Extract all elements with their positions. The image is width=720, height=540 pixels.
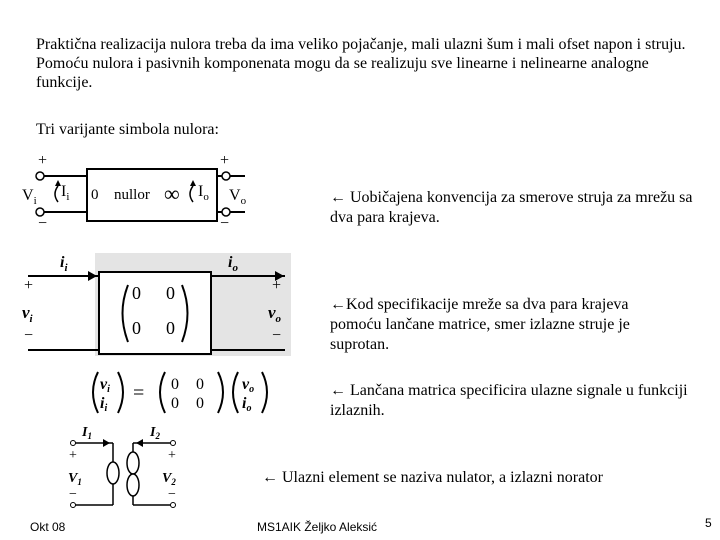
ii-label: $i_i$: [60, 254, 68, 274]
arrow-head-icon: [103, 439, 110, 447]
chain-matrix-network-figure: [22, 253, 291, 356]
norator-icon: [127, 452, 139, 474]
minus-sign: −: [168, 487, 176, 502]
matrix-entry: 0: [196, 376, 204, 393]
matrix-entry: 0: [132, 318, 141, 338]
plus-sign: +: [69, 448, 77, 463]
paren: [218, 372, 223, 413]
i2-label: $I_2$: [150, 425, 160, 441]
vi-label: $v_i$: [22, 303, 33, 325]
i1-label: $I_1$: [82, 425, 92, 441]
nullator-zero: 0: [91, 187, 99, 203]
paren: [262, 372, 267, 413]
plus-sign: +: [24, 277, 34, 294]
io-label: $I_o$: [198, 183, 209, 203]
matrix-entry: 0: [166, 283, 175, 303]
vo-entry: vo: [242, 376, 255, 395]
nullator-icon: [107, 462, 119, 484]
matrix-entry: 0: [171, 376, 179, 393]
vi-label: $V_i$: [22, 187, 37, 207]
terminal: [171, 441, 176, 446]
minus-sign: −: [69, 487, 77, 502]
vi-entry: vi: [100, 376, 110, 395]
plus-sign: +: [220, 152, 230, 169]
nullor-label: nullor: [114, 187, 150, 203]
note-chain-matrix-signals: ← Lančana matrica specificira ulazne signale u funkciji izlaznih.: [330, 382, 688, 419]
terminal: [36, 172, 44, 180]
paren: [233, 372, 238, 413]
matrix-entry: 0: [196, 395, 204, 412]
plus-sign: +: [272, 277, 282, 294]
matrix-entry: 0: [132, 283, 141, 303]
arrow-head-icon: [136, 439, 143, 447]
network-box: [99, 272, 211, 354]
v1-label: $V_1$: [68, 471, 82, 487]
footer-date: Okt 08: [30, 520, 66, 534]
note-chain-matrix-spec: ←Kod specifikacije mreže sa dva para krajeva pomoću lančane matrice, smer izlazne struje je suprotan.: [330, 296, 630, 353]
variants-heading: Tri varijante simbola nulora:: [36, 121, 219, 138]
chain-matrix-equation: [93, 372, 267, 414]
note-current-convention: ← Uobičajena konvencija za smerove struja za mrežu sa dva para krajeva.: [330, 189, 693, 226]
terminal: [171, 503, 176, 508]
plus-sign: +: [168, 448, 176, 463]
ii-entry: ii: [100, 395, 108, 414]
io-label: $i_o$: [228, 254, 238, 274]
minus-sign: −: [24, 327, 34, 344]
plus-sign: +: [38, 152, 48, 169]
current-arrow-in: [55, 186, 58, 202]
norator-infinity: ∞: [164, 181, 180, 206]
intro-paragraph: Praktična realizacija nulora treba da ima veliko pojačanje, mali ulazni šum i mali ofset napon i struju. Pomoću nulora i pasivnih komponenata mogu da se realizuju sve linearne i nelinearne analogne funkcije.: [36, 36, 686, 91]
paren: [93, 372, 98, 413]
minus-sign: −: [220, 215, 230, 232]
nullor-symbol-figure: [22, 152, 247, 232]
paren: [160, 372, 165, 413]
note-nullator-norator: ← Ulazni element se naziva nulator, a izlazni norator: [262, 469, 603, 486]
nullator-norator-figure: [68, 425, 176, 508]
io-entry: io: [242, 395, 252, 414]
minus-sign: −: [38, 215, 48, 232]
terminal: [222, 172, 230, 180]
matrix-entry: 0: [166, 318, 175, 338]
v2-label: $V_2$: [162, 471, 176, 487]
terminal: [71, 441, 76, 446]
norator-icon: [127, 474, 139, 496]
vo-label: $V_o$: [229, 187, 247, 207]
minus-sign: −: [272, 327, 282, 344]
vo-label: $v_o$: [268, 303, 282, 325]
equals-sign: =: [133, 382, 145, 404]
matrix-entry: 0: [171, 395, 179, 412]
footer-course: MS1AIK Željko Aleksić: [257, 520, 378, 534]
terminal: [71, 503, 76, 508]
page-number: 5: [705, 516, 712, 530]
ii-label: $I_i$: [61, 183, 70, 203]
paren: [118, 372, 123, 413]
